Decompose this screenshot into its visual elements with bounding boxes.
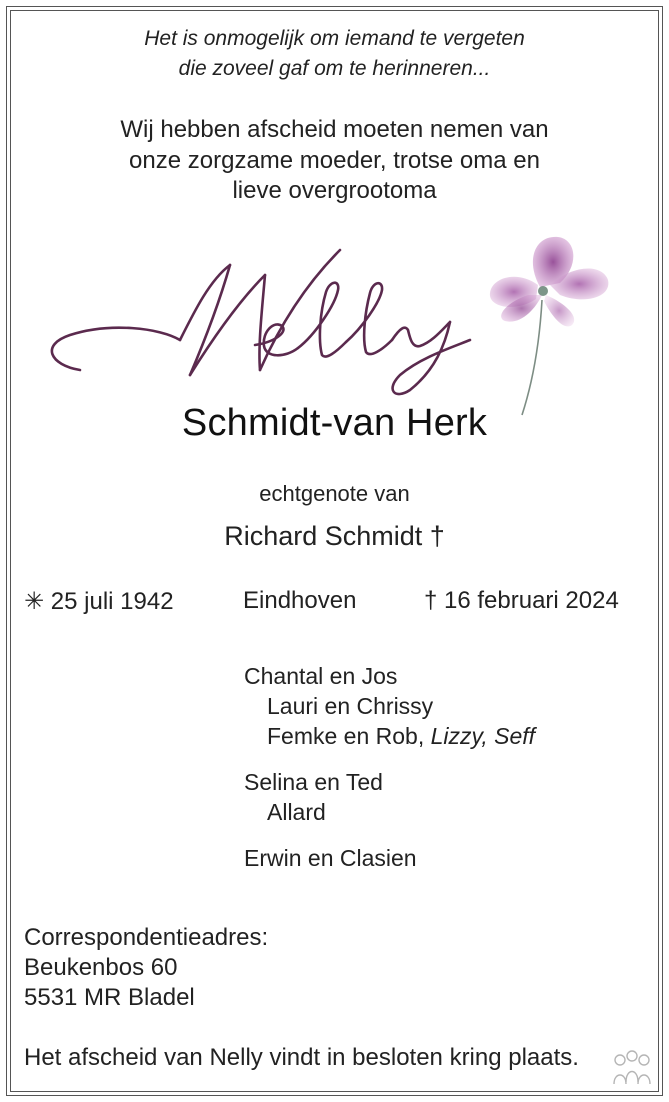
death-date: † 16 februari 2024 (424, 587, 619, 614)
intro-line-3: lieve overgrootoma (232, 177, 437, 204)
address-street: Beukenbos 60 (24, 954, 178, 981)
relation-label: echtgenote van (259, 481, 410, 506)
flower-illustration (480, 225, 620, 420)
family-line (267, 723, 535, 750)
family-line-names: Femke en Rob, (267, 723, 431, 749)
first-name-signature (40, 230, 480, 400)
closing-note: Het afscheid van Nelly vindt in besloten kring plaats. (24, 1044, 579, 1071)
family-line: Selina en Ted (244, 769, 383, 795)
poem-line-1: Het is onmogelijk om iemand te vergeten (144, 27, 525, 50)
place: Eindhoven (243, 587, 357, 614)
family-line: Lauri en Chrissy (267, 693, 434, 719)
poem-line-2: die zoveel gaf om te herinneren... (178, 57, 491, 80)
family-line: Chantal en Jos (244, 663, 398, 689)
publisher-logo (606, 1046, 656, 1088)
spouse-name: Richard Schmidt † (224, 521, 445, 551)
deceased-surname: Schmidt-van Herk (181, 402, 488, 444)
intro-line-1: Wij hebben afscheid moeten nemen van (120, 116, 549, 143)
birth-date: ✳ 25 juli 1942 (24, 588, 174, 615)
great-grandchildren: Lizzy, Seff (430, 723, 536, 749)
address-label: Correspondentieadres: (24, 924, 269, 951)
family-line: Erwin en Clasien (244, 845, 417, 871)
intro-line-2: onze zorgzame moeder, trotse oma en (129, 147, 540, 174)
family-line: Allard (267, 799, 326, 825)
address-city: 5531 MR Bladel (24, 984, 195, 1011)
